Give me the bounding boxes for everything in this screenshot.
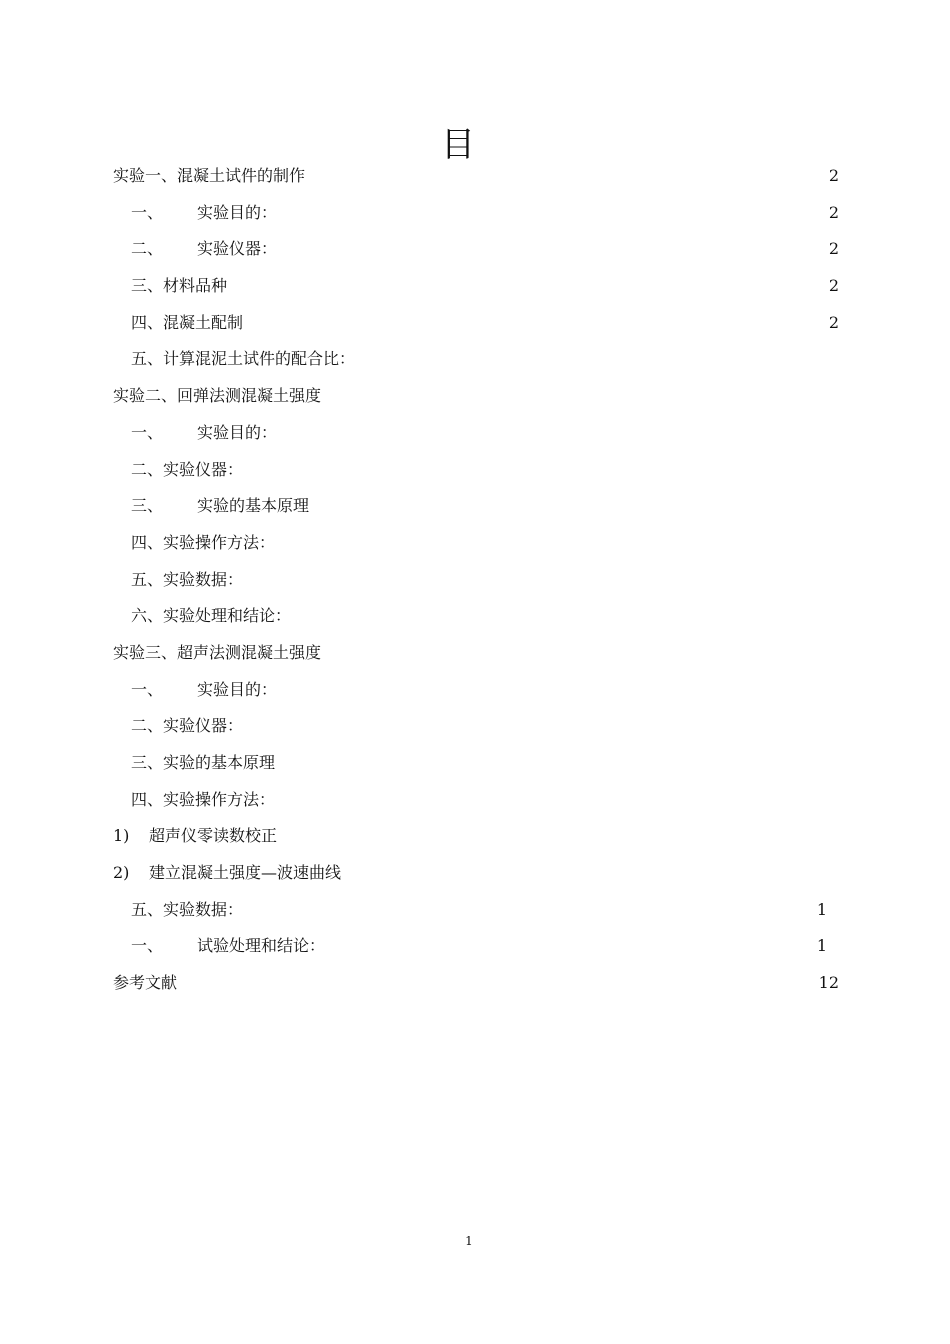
toc-entry-number: 一、 [131,202,164,222]
toc-entry-text: 实验目的： [197,422,278,442]
toc-entry-text: 三、材料品种 [131,276,228,296]
toc-entry-text: 实验目的： [197,202,278,222]
toc-entry-number: 2) [113,863,130,883]
toc-entry-page-number: 12 [818,973,839,993]
toc-entry-text: 参考文献 [113,973,178,993]
toc-entry-number: 三、 [131,496,164,516]
toc-entry[interactable] [113,378,839,415]
toc-entry-text: 四、实验操作方法： [131,789,276,809]
toc-entry-text: 六、实验处理和结论： [131,606,292,626]
toc-entry-page-number: 2 [828,166,839,185]
toc-entry-text: 五、实验数据： [131,899,244,919]
toc-entry[interactable] [113,818,839,855]
toc-entry-text: 三、实验的基本原理 [131,753,276,772]
toc-entry-number: 一、 [131,679,164,699]
toc-entry[interactable] [113,452,839,489]
toc-entry[interactable] [113,745,839,782]
toc-entry-text: 实验目的： [197,679,278,699]
toc-entry-page-number: 1 [816,899,827,919]
toc-entry-page-number: 2 [828,202,839,222]
toc-entry[interactable] [113,488,839,525]
toc-entry[interactable] [113,892,839,929]
toc-entry[interactable] [113,305,839,342]
toc-entry-text: 试验处理和结论： [197,936,326,956]
toc-entry-text: 二、实验仪器： [131,459,244,479]
toc-entry[interactable] [113,965,839,1002]
footer-page-number: 1 [465,1234,473,1248]
toc-entry-text: 四、实验操作方法： [131,532,276,552]
toc-entry[interactable] [113,855,839,892]
toc-entry-text: 实验三、超声法测混凝土强度 [113,642,322,662]
toc-entry-text: 超声仪零读数校正 [149,826,278,846]
toc-entry[interactable] [113,231,839,268]
toc-entry-text: 五、实验数据： [131,569,244,589]
table-of-contents [113,158,839,1002]
toc-entry[interactable] [113,672,839,709]
toc-entry-number: 二、 [131,239,164,259]
toc-entry[interactable] [113,195,839,232]
toc-entry[interactable] [113,341,839,378]
toc-entry-text: 五、计算混泥土试件的配合比： [131,349,356,369]
toc-entry-text: 建立混凝土强度—波速曲线 [149,863,342,883]
toc-entry[interactable] [113,415,839,452]
toc-entry-text: 实验二、回弹法测混凝土强度 [113,386,322,406]
toc-entry[interactable] [113,598,839,635]
toc-entry-number: 一、 [131,936,164,956]
toc-entry[interactable] [113,635,839,672]
toc-entry[interactable] [113,928,839,965]
toc-entry-page-number: 1 [816,936,827,956]
toc-entry-text: 实验一、混凝土试件的制作 [113,166,306,185]
toc-entry-text: 四、混凝土配制 [131,312,244,332]
toc-entry[interactable] [113,268,839,305]
toc-entry-page-number: 2 [828,239,839,259]
toc-entry-text: 二、实验仪器： [131,716,244,736]
toc-entry[interactable] [113,782,839,819]
toc-entry[interactable] [113,708,839,745]
toc-entry[interactable] [113,525,839,562]
toc-entry-text: 实验仪器： [197,239,278,259]
toc-title: 目 [441,124,475,165]
toc-entry[interactable] [113,158,839,195]
toc-entry-page-number: 2 [828,312,839,332]
toc-entry-number: 1) [113,826,130,846]
toc-entry-page-number: 2 [828,276,839,296]
toc-entry[interactable] [113,562,839,599]
toc-entry-text: 实验的基本原理 [197,496,310,516]
toc-entry-number: 一、 [131,422,164,442]
